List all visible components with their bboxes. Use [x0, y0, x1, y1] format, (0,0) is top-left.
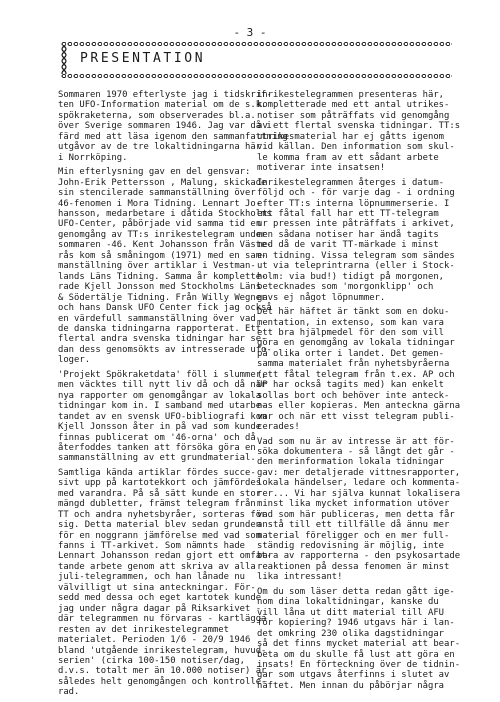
paragraph: 'Projekt Spökraketdata' föll i slummer, men väcktes till nytt liv då och då när nya rapporter om genomgångar av lokala tidningar kom in. I samband med utarbe- tandet av en svensk UFO-bibliografi kom Kjell Jonsson åter in på vad som kunde finnas publicerat om '46-orna' och då återfoddes tanken att försöka göra en sammanställning av ett grundmaterial.	[58, 369, 267, 464]
paragraph: Vad som nu är av intresse är att för- söka dokumentera - så långt det går - den merinformation lokala tidningar gav: mer detaljerade vittnesrapporter, lokala händelser, ledare och kommenta- rer... Vi har själva kunnat lokalisera minst lika mycket information utöver vad som här publiceras, men detta får anstå till ett tillfälle då ännu mer material föreligger och en mer full- ständig redovisning är möjlig, inte bara av rapporterna - den psykosartade reaktionen på dessa fenomen är minst lika intressant!	[257, 436, 461, 583]
paragraph: Det här häftet är tänkt som en doku- mentation, in extenso, som kan vara ett bra hjälpmedel för den som vill göra en genomgång av lokala tidningar på olika orter i landet. Det gemen- samma materialet från nyhetsbyråerna (ett fåtal telegram från t.ex. AP och UP har också tagits med) kan enkelt sollas bort och behöver inte anteck- nas eller kopieras. Men anteckna gärna var och när ett visst telegram publi- cerades!	[257, 307, 461, 433]
paragraph: Sommaren 1970 efterlyste jag i tidskrif- ten UFO-Information material om de s.k. spökraketerna, som observerades bl.a. över Sverige sommaren 1946. Jag var då i färd med att läsa igenom den sammanfattning utgåvor av de tre lokaltidningarna här i Norrköping.	[58, 90, 288, 163]
chain-border-bottom	[60, 72, 452, 80]
chain-border-top	[60, 40, 452, 48]
paragraph: Min efterlysning gav en del gensvar: John-Erik Pettersson , Malung, skickade sin stencilerade sammanställning över 46-fenomen i Mora Tidning. Lennart Jo- hansson, medarbetare i dåtida Stockholms UFO-Center, påbörjade vid samma tid en genomgång av TT:s inrikestelegram under sommaren -46. Kent Johansson från Väste- rås kom så småningom (1971) med en sam- manställning över artiklar i Vestman- lands Läns Tidning. Samma år komplette- rade Kjell Jonsson med Stockholms Läns & Södertälje Tidning. Från Willy Wegner och hans Dansk UFO Center fick jag också en värdefull sammanställning över vad de danska tidningarna rapporterat. Ett flertal andra svenska tidningar har se- dan dess genomsökts av intresserade ufo- loger.	[58, 167, 272, 366]
paragraph: Samtliga kända artiklar fördes succe- sivt upp på kartotekkort och jämfördes med varandra. På så sätt kunde en stor mängd dubletter, främst telegram från TT och andra nyhetsbyråer, sorteras för sig. Detta material blev sedan grunden för en noggrann jämförelse med vad som fanns i TT-arkivet. Som nämnts hade Lennart Johansson redan gjort ett omfat- tande arbete genom att skriva av alla juli-telegrammen, och han lånade nu välvilligt ut sina anteckningar. För- sedd med dessa och eget kartotek kunde jag under några dagar på Riksarkivet - där telegrammen nu förvaras - kartlägga resten av det inrikestelegrammet materialet. Perioden 1/6 - 20/9 1946 bland 'utgående inrikestelegram, huvud- serien' (cirka 100-150 notiser/dag, d.v.s. totalt mer än 10.000 notiser) är således helt genomgången och kontrolle- rad.	[58, 467, 272, 698]
section-header-frame	[60, 40, 452, 80]
paragraph: Inrikestelegrammen återges i datum- följd och - för varje dag - i ordning efter TT:s interna löpnummerserie. I ett fåtal fall har ett TT-telegram ur pressen inte påträffats i arkivet, men sådana notiser har ändå tagits med då de varit TT-märkade i minst en tidning. Vissa telegram som sändes ut via teleprintrarna (eller i Stock- holm: via bud!) tidigt på morgonen, betecknades som 'morgonklipp' och gavs ej något löpnummer.	[257, 177, 455, 303]
left-column	[58, 90, 288, 702]
right-column	[257, 90, 459, 695]
page-number: - 3 -	[233, 26, 267, 39]
section-title: PRESENTATION	[80, 51, 206, 66]
paragraph: inrikestelegrammen presenteras här, kompletterade med ett antal utrikes- notiser som påträffats vid genomgång av ett flertal svenska tidningar. TT:s utrikesmaterial har ej gåtts igenom vid källan. Den information som skul- le komma fram av ett sådant arbete motiverar inte insatsen!	[257, 90, 461, 174]
chain-border-left	[60, 46, 68, 74]
paragraph: Om du som läser detta redan gått ige- nom dina lokaltidningar, kanske du vill låna ut ditt material till AFU för kopiering? 1946 utgavs här i lan- det omkring 230 olika dagstidningar så det finns mycket material att bear- beta om du skulle få lust att göra en insats! En förteckning över de tidnin- gar som utgavs återfinns i slutet av häftet. Men innan du påbörjar några	[257, 586, 461, 691]
